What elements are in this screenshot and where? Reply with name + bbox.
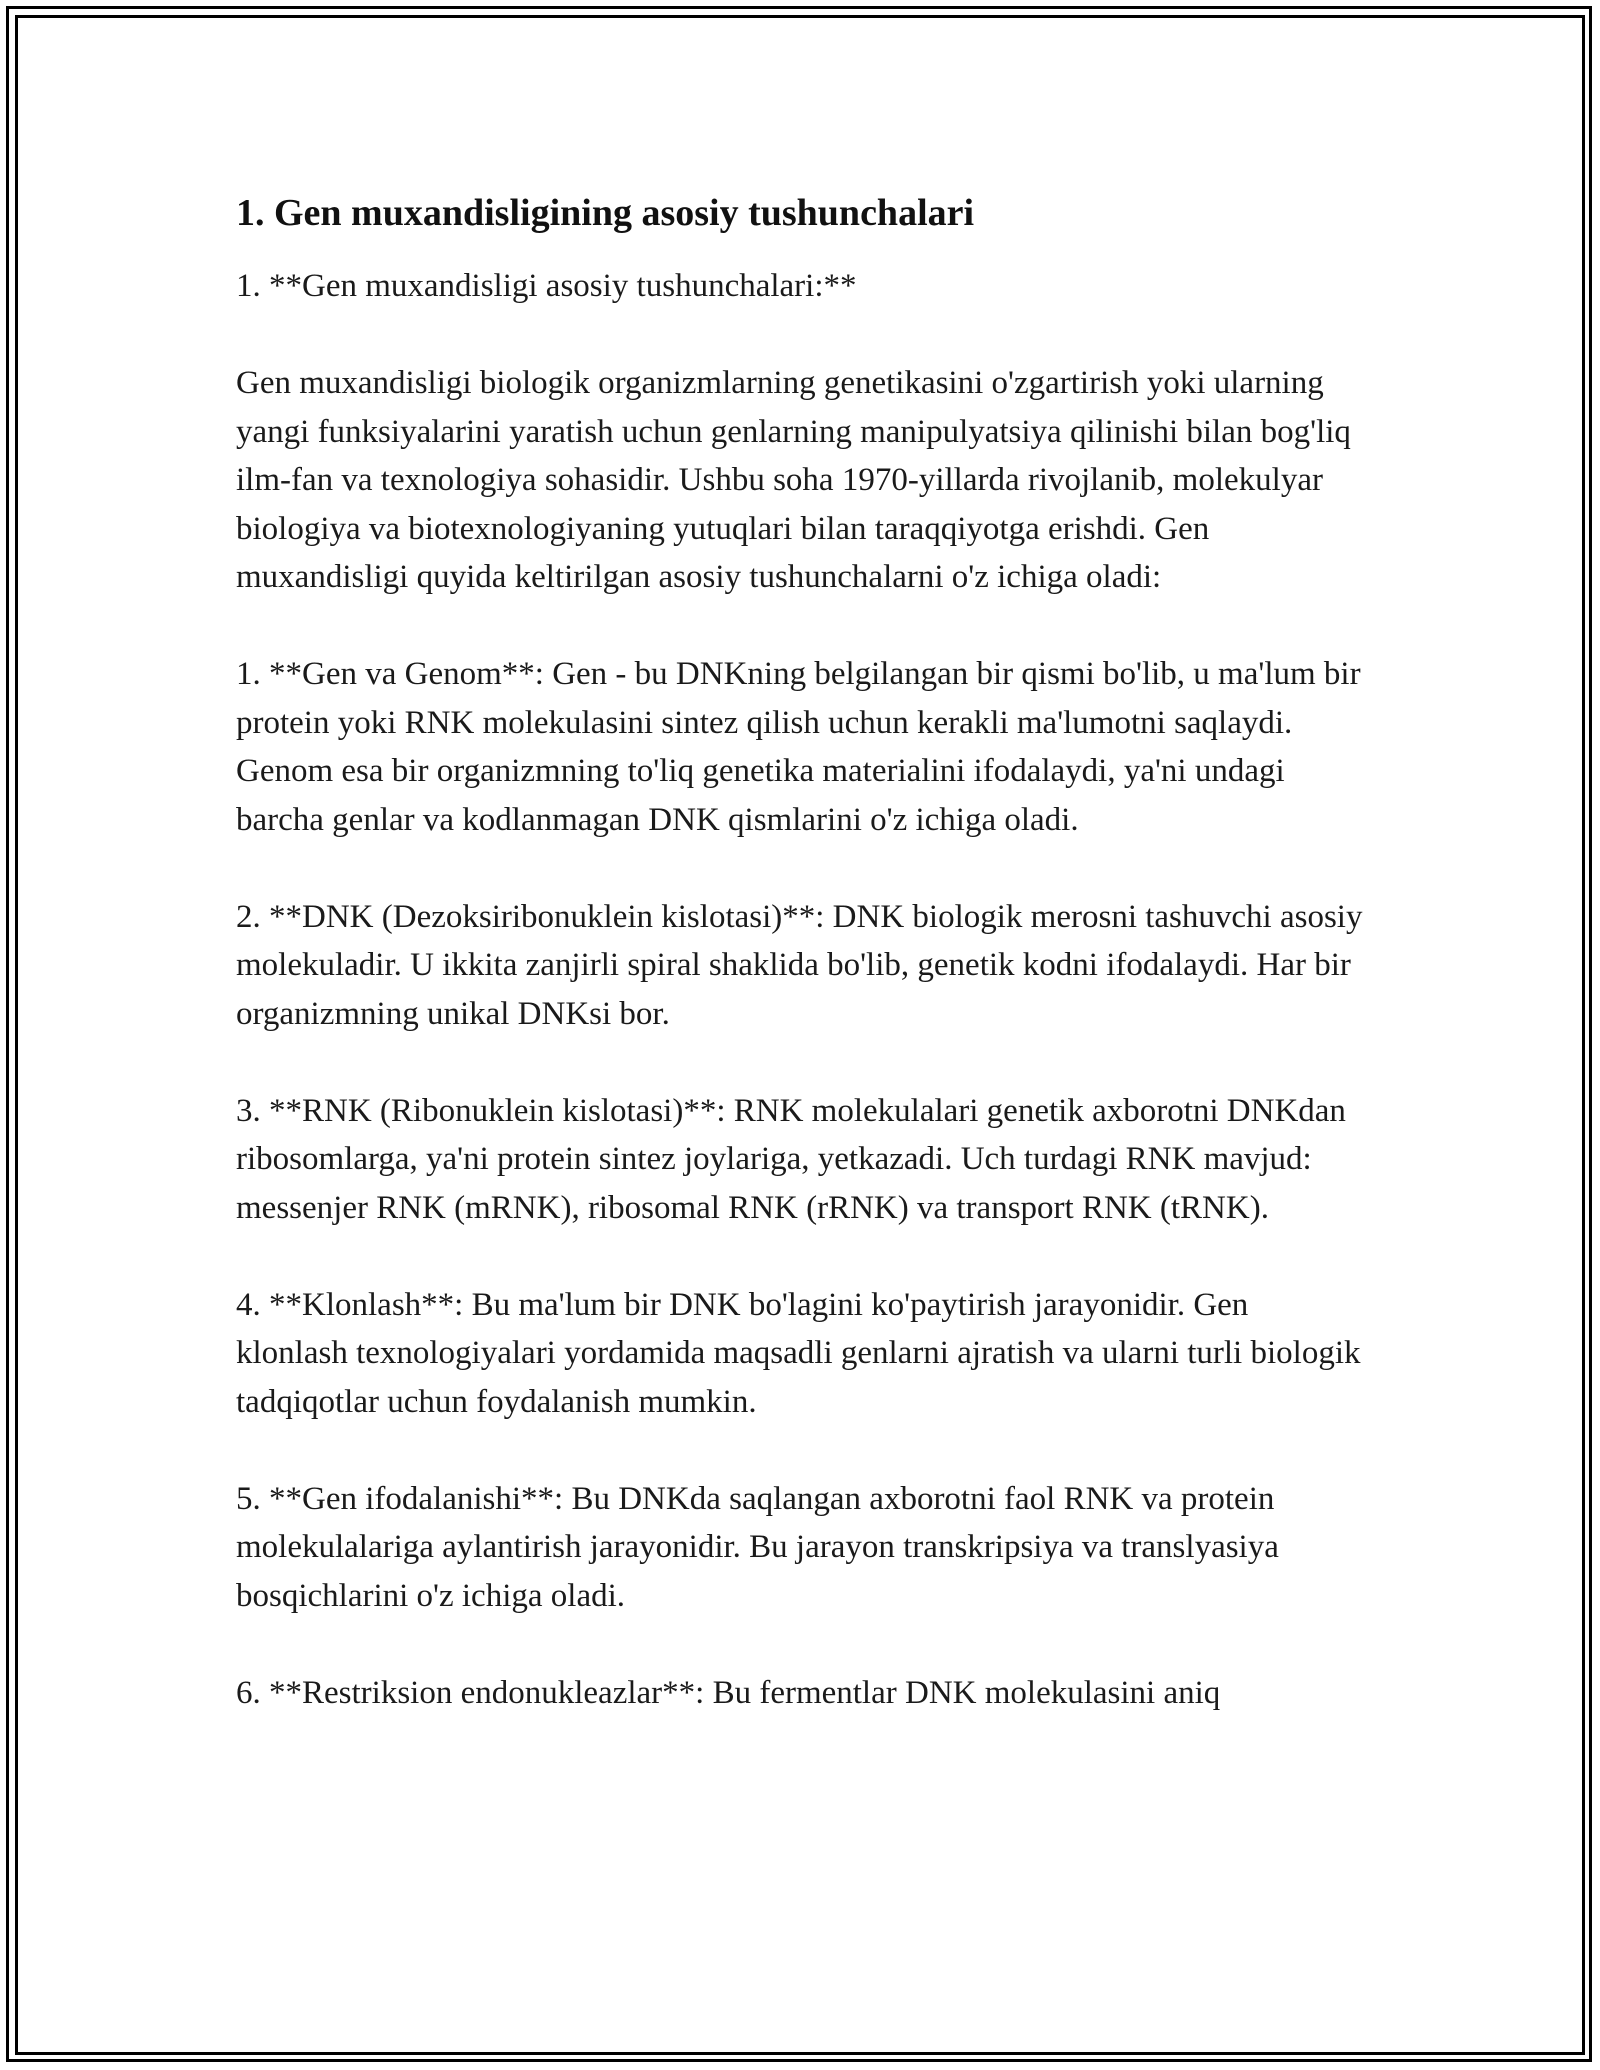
paragraph-intro: Gen muxandisligi biologik organizmlarning genetikasini o'zgartirish yoki ularning yangi funksiyalarini yaratish uchun genlarning manipulyatsiya qilinishi bilan bog'liq ilm-fan va texnologiya sohasidir. Ushbu soha 1970-yillarda rivojlanib, molekulyar biologiya va biotexnologiyaning yutuqlari bilan taraqqiyotga erishdi. Gen muxandisligi quyida keltirilgan asosiy tushunchalarni o'z ichiga oladi:	[236, 365, 1351, 595]
paragraph-item-3: 3. **RNK (Ribonuklein kislotasi)**: RNK molekulalari genetik axborotni DNKdan ribosomlarga, ya'ni protein sintez joylariga, yetkazadi. Uch turdagi RNK mavjud: messenjer RNK (mRNK), ribosomal RNK (rRNK) va transport RNK (tRNK).	[236, 1092, 1346, 1226]
paragraph-item-6: 6. **Restriksion endonukleazlar**: Bu fermentlar DNK molekulasini aniq	[236, 1674, 1221, 1711]
paragraph-item-5: 5. **Gen ifodalanishi**: Bu DNKda saqlangan axborotni faol RNK va protein molekulalariga aylantirish jarayonidir. Bu jarayon transkripsiya va translyasiya bosqichlarini o'z ichiga oladi.	[236, 1480, 1279, 1614]
paragraph-item-2: 2. **DNK (Dezoksiribonuklein kislotasi)**: DNK biologik merosni tashuvchi asosiy molekuladir. U ikkita zanjirli spiral shaklida bo'lib, genetik kodni ifodalaydi. Har bir organizmning unikal DNKsi bor.	[236, 898, 1363, 1032]
section-heading: 1. Gen muxandisligining asosiy tushunchalari	[236, 192, 975, 234]
paragraph-item-4: 4. **Klonlash**: Bu ma'lum bir DNK bo'lagini ko'paytirish jarayonidir. Gen klonlash texnologiyalari yordamida maqsadli genlarni ajratish va ularni turli biologik tadqiqotlar uchun foydalanish mumkin.	[236, 1286, 1361, 1420]
document-page	[236, 188, 1366, 1766]
paragraph-subtitle: 1. **Gen muxandisligi asosiy tushunchalari:**	[236, 268, 857, 304]
paragraph-item-1: 1. **Gen va Genom**: Gen - bu DNKning belgilangan bir qismi bo'lib, u ma'lum bir protein yoki RNK molekulasini sintez qilish uchun kerakli ma'lumotni saqlaydi. Genom esa bir organizmning to'liq genetika materialini ifodalaydi, ya'ni undagi barcha genlar va kodlanmagan DNK qismlarini o'z ichiga oladi.	[236, 656, 1361, 838]
